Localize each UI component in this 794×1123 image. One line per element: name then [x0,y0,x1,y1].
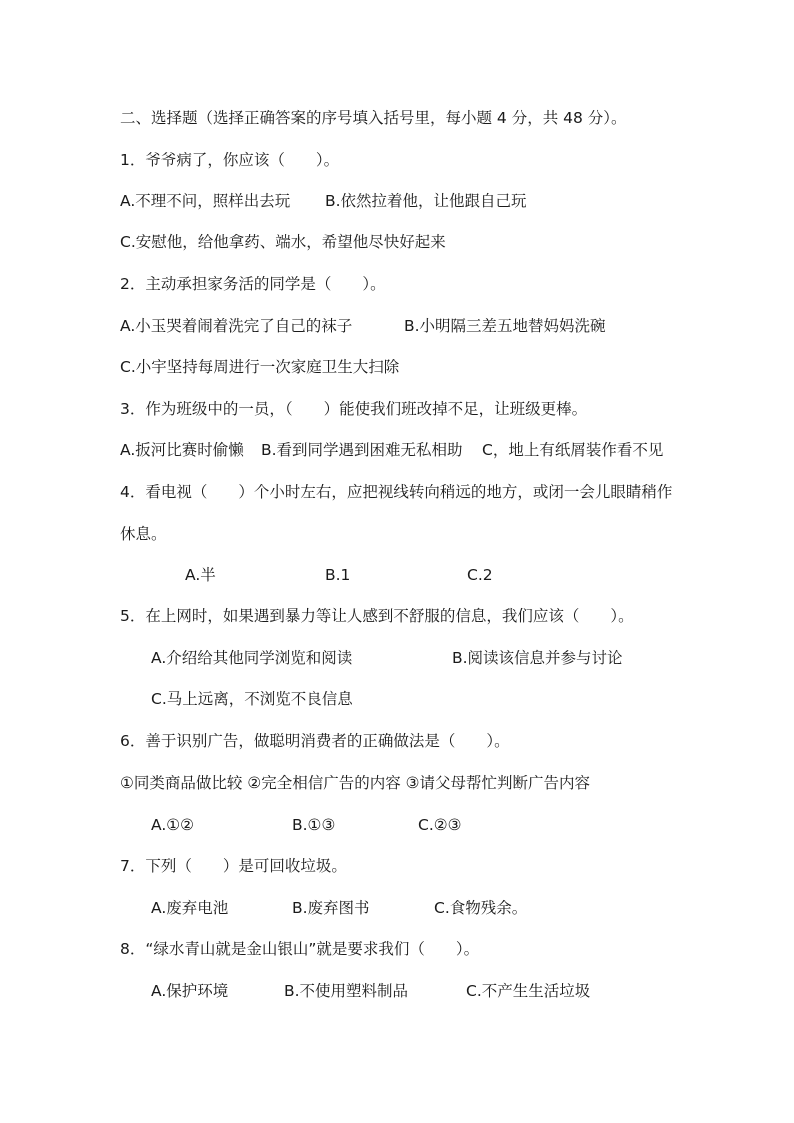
question-2-option-b: B.小明隔三差五地替妈妈洗碗 [404,317,606,335]
question-2-option-c: C.小宇坚持每周进行一次家庭卫生大扫除 [120,358,400,376]
question-7-stem: 7．下列（ ）是可回收垃圾。 [120,857,347,875]
question-4-stem-line1: 4．看电视（ ）个小时左右，应把视线转向稍远的地方，或闭一会儿眼睛稍作 [120,483,673,501]
question-2-option-a: A.小玉哭着闹着洗完了自己的袜子 [120,317,353,335]
question-6-stem: 6．善于识别广告，做聪明消费者的正确做法是（ ）。 [120,732,510,750]
question-8-option-c: C.不产生生活垃圾 [466,982,591,1000]
question-1-option-b: B.依然拉着他，让他跟自己玩 [325,192,527,210]
question-7-option-a: A.废弃电池 [151,899,229,917]
question-5-option-a: A.介绍给其他同学浏览和阅读 [151,649,353,667]
question-6-option-b: B.①③ [292,816,336,834]
question-4-option-b: B.1 [325,566,351,584]
question-5-option-b: B.阅读该信息并参与讨论 [452,649,623,667]
question-3-option-c: C，地上有纸屑装作看不见 [482,441,664,459]
question-3-option-a: A.扳河比赛时偷懒 [120,441,244,459]
question-8-option-b: B.不使用塑料制品 [284,982,409,1000]
question-4-option-c: C.2 [467,566,493,584]
question-5-option-c: C.马上远离，不浏览不良信息 [151,690,353,708]
question-3-option-b: B.看到同学遇到困难无私相助 [261,441,463,459]
question-1-option-c: C.安慰他，给他拿药、端水，希望他尽快好起来 [120,233,446,251]
question-4-stem-line2: 休息。 [120,525,167,543]
question-6-option-c: C.②③ [418,816,462,834]
question-4-option-a: A.半 [185,566,216,584]
section-title: 二、选择题（选择正确答案的序号填入括号里，每小题 4 分，共 48 分）。 [120,109,627,127]
question-7-option-b: B.废弃图书 [292,899,370,917]
question-1-stem: 1．爷爷病了，你应该（ ）。 [120,151,340,169]
question-7-option-c: C.食物残余。 [434,899,528,917]
question-6-statements: ①同类商品做比较 ②完全相信广告的内容 ③请父母帮忙判断广告内容 [120,774,591,792]
question-8-stem: 8．“绿水青山就是金山银山”就是要求我们（ ）。 [120,940,480,958]
question-8-option-a: A.保护环境 [151,982,229,1000]
question-1-option-a: A.不理不问，照样出去玩 [120,192,291,210]
question-6-option-a: A.①② [151,816,195,834]
question-5-stem: 5．在上网时，如果遇到暴力等让人感到不舒服的信息，我们应该（ ）。 [120,607,634,625]
question-2-stem: 2．主动承担家务活的同学是（ ）。 [120,275,386,293]
question-3-stem: 3．作为班级中的一员，（ ）能使我们班改掉不足，让班级更棒。 [120,400,588,418]
